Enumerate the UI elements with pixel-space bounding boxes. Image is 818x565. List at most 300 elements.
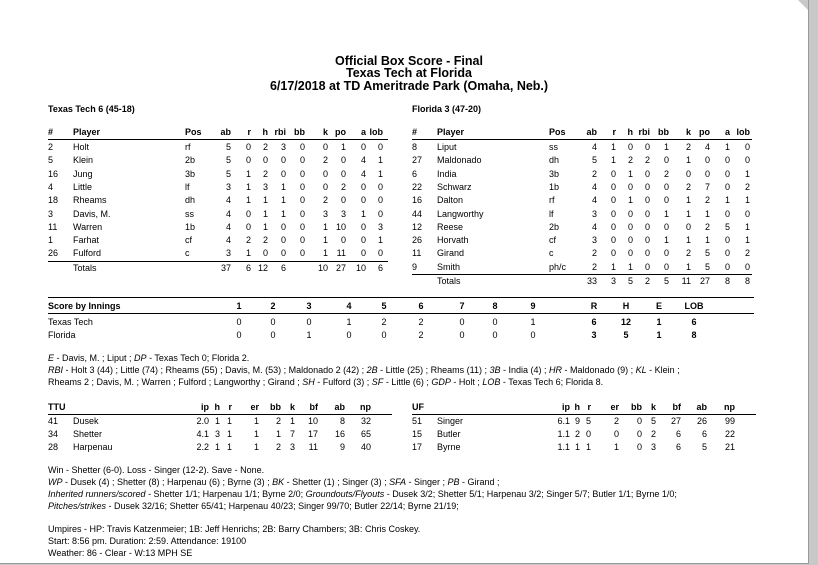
sf-label: SF [371,377,384,387]
stat-cell: 1 [724,195,730,206]
stat-cell: 1 [704,235,710,246]
pitching-col-header: ip [562,402,570,412]
stat-cell: 2 [262,168,268,179]
stat-cell: 0 [377,181,383,192]
innings-top-rule [48,297,754,298]
batting-row [0,247,808,260]
stat-cell: 0 [299,235,305,246]
stat-cell: 1 [262,208,268,219]
stat-cell: 0 [245,221,251,232]
stat-cell: 1 [280,208,286,219]
col-header: a [360,127,366,137]
col-header: po [335,127,346,137]
stat-cell: 2 [262,235,268,246]
stat-cell: 0 [322,168,328,179]
stat-cell: 0 [610,208,616,219]
col-header: Player [73,127,101,137]
gdp-text: - Holt ; [450,377,483,387]
pitching-stat: 2 [275,416,281,426]
stat-cell: 4 [591,195,597,206]
stat-cell: 4 [591,181,597,192]
stat-cell: 0 [663,155,669,166]
stat-cell: 0 [644,208,650,219]
stat-cell: 5 [704,248,710,259]
stat-cell: 1 [377,168,383,179]
batting-row [0,154,808,167]
inning-header: 8 [492,301,498,311]
stat-cell: 0 [280,221,286,232]
total-cell: 10 [317,262,328,273]
hr-text: - Maldonado (9) ; [562,365,636,375]
jersey-number: 44 [412,208,423,219]
stat-cell: 0 [299,142,305,152]
stat-cell: 2 [744,181,750,192]
stat-cell: 4 [225,221,231,232]
stat-cell: 4 [704,142,710,152]
pitching-stat: 6 [675,442,681,452]
batting-row [0,181,808,194]
stat-cell: 1 [744,235,750,246]
stat-cell: 0 [744,261,750,272]
player-name: Liput [437,142,457,152]
stat-cell: 1 [663,142,669,152]
stat-cell: 0 [644,235,650,246]
stat-cell: 3 [225,248,231,259]
stat-cell: 2 [704,195,710,206]
inning-score: 0 [236,330,242,340]
pitcher-name: Byrne [437,442,461,452]
stat-cell: 2 [262,142,268,152]
stat-cell: 2 [340,181,346,192]
stat-cell: 0 [360,221,366,232]
inherited-label: Inherited runners/scored [48,489,146,499]
stat-cell: 1 [280,195,286,206]
start-text: Start: 8:56 pm. Duration: 2:59. Attendance: 19100 [48,536,247,546]
lob-text: - Texas Tech 6; Florida 8. [500,377,604,387]
stat-cell: 0 [322,142,328,152]
col-header: k [322,127,328,137]
stat-cell: 1 [262,221,268,232]
stat-cell: 1 [685,195,691,206]
rbi-label: RBI [48,365,64,375]
stat-cell: 0 [744,142,750,152]
stat-cell: 0 [724,261,730,272]
stat-cell: 1 [610,261,616,272]
stat-cell: 3 [591,235,597,246]
pb-label: PB [447,477,460,487]
stat-cell: 1 [322,221,328,232]
pitching-stat: 1 [613,442,619,452]
jersey-number: 9 [412,261,418,272]
player-name: Davis, M. [73,208,111,219]
player-position: rf [549,195,555,206]
stat-cell: 0 [280,248,286,259]
pitching-stat: 1.1 [557,429,570,439]
stat-cell: 0 [299,155,305,166]
stat-cell: 3 [280,142,286,152]
weather-text: Weather: 86 - Clear - W:13 MPH SE [48,548,193,558]
stat-cell: 0 [627,221,633,232]
dp-label: DP [134,353,147,363]
stat-cell: 0 [704,155,710,166]
innings-team-name: Florida [48,330,76,340]
player-position: 1b [549,181,560,192]
stat-cell: 3 [322,208,328,219]
pitching-col-header: np [360,402,371,412]
total-cell: 2 [644,276,650,286]
stat-cell: 1 [744,195,750,206]
pitching-stat: 0 [613,429,619,439]
pitcher-name: Harpenau [73,442,113,452]
summary-header: LOB [684,301,704,311]
sh-text: - Fulford (3) ; [314,377,372,387]
inning-score: 0 [236,317,242,327]
batting-header-rule [412,139,752,140]
pitching-stat: 26 [696,416,707,426]
jersey-number: 16 [48,168,59,179]
stat-cell: 5 [225,168,231,179]
player-position: dh [185,195,196,206]
wp-text: - Dusek (4) ; Shetter (8) ; Harpenau (6) ; Byrne (3) ; [62,477,273,487]
inning-header: 1 [236,301,242,311]
doubles-label: 2B [366,365,378,375]
sfa-label: SFA [389,477,406,487]
col-header: po [699,127,710,137]
pitching-stat: 5 [585,416,591,426]
player-position: ss [549,142,558,152]
stat-cell: 3 [340,208,346,219]
stat-cell: 1 [245,181,251,192]
stat-cell: 0 [360,181,366,192]
stat-cell: 0 [644,142,650,152]
stat-cell: 2 [685,248,691,259]
stat-cell: 2 [663,168,669,179]
totals-row [0,275,808,288]
stat-cell: 1 [322,248,328,259]
pitcher-name: Shetter [73,429,103,439]
stat-cell: 0 [724,208,730,219]
inning-score: 0 [530,330,536,340]
pitching-team: TTU [48,402,66,412]
inning-score: 2 [418,330,424,340]
stat-cell: 1 [663,235,669,246]
stat-cell: 0 [340,168,346,179]
pitching-col-header: ip [201,402,209,412]
stat-cell: 0 [610,248,616,259]
stat-cell: 0 [627,181,633,192]
batting-row [0,141,808,154]
bk-label: BK [272,477,285,487]
stat-cell: 4 [225,235,231,246]
kl-text: - Klein ; [646,365,680,375]
summary-value: 5 [623,330,629,340]
stat-cell: 0 [299,221,305,232]
summary-value: 8 [691,330,697,340]
player-position: 3b [549,168,560,179]
stat-cell: 0 [299,195,305,206]
col-header: Pos [185,127,202,137]
pitching-stat: 0 [585,429,591,439]
pitching-stat: 1 [574,442,580,452]
triples-text: - India (4) ; [500,365,550,375]
stat-cell: 0 [663,181,669,192]
col-header: h [627,127,633,137]
summary-value: 12 [620,317,631,327]
stat-cell: 0 [704,168,710,179]
stat-cell: 3 [225,181,231,192]
inning-header: 5 [381,301,387,311]
batting-row [0,208,808,221]
innings-team-name: Texas Tech [48,317,93,327]
stat-cell: 0 [299,181,305,192]
player-name: Little [73,181,93,192]
pitching-stat: 10 [307,416,318,426]
col-header: r [612,127,616,137]
batting-header-rule [48,139,388,140]
player-position: c [185,248,190,259]
matchup-title: Texas Tech at Florida [346,66,472,80]
col-header: Pos [549,127,566,137]
stat-cell: 0 [610,235,616,246]
total-cell: 8 [724,276,730,286]
pitching-col-header: ab [334,402,345,412]
stat-cell: 1 [627,195,633,206]
jersey-number: 8 [412,142,418,152]
stat-cell: 0 [377,142,383,152]
stat-cell: 4 [360,155,366,166]
stat-cell: 1 [262,195,268,206]
pitching-stat: 2.0 [196,416,209,426]
pitching-stat: 65 [360,429,371,439]
stat-cell: 0 [299,168,305,179]
pitching-stat: 9 [574,416,580,426]
inning-score: 2 [381,317,387,327]
player-position: dh [549,155,560,166]
total-cell: 37 [220,262,231,273]
stat-cell: 0 [299,208,305,219]
player-position: cf [185,235,193,246]
pitching-stat: 16 [334,429,345,439]
player-position: cf [549,235,557,246]
stat-cell: 2 [591,248,597,259]
stat-cell: 5 [704,261,710,272]
player-position: c [549,248,554,259]
jersey-number: 26 [412,235,423,246]
stat-cell: 1 [610,142,616,152]
stat-cell: 1 [377,155,383,166]
col-header: bb [294,127,305,137]
stat-cell: 0 [360,142,366,152]
stat-cell: 1 [360,208,366,219]
totals-label: Totals [73,262,97,273]
player-name: Rheams [73,195,107,206]
pitching-stat: 8 [339,416,345,426]
stat-cell: 2 [744,248,750,259]
stat-cell: 1 [322,235,328,246]
jersey-number: 27 [412,155,423,166]
pitching-col-header: r [587,402,591,412]
stat-cell: 7 [704,181,710,192]
total-cell: 6 [280,262,286,273]
stat-cell: 2 [245,235,251,246]
lob-label: LOB [482,377,501,387]
stat-cell: 0 [280,168,286,179]
stat-cell: 0 [644,195,650,206]
batting-row [0,168,808,181]
pitching-stat: 1 [253,416,259,426]
doubles-text: - Little (25) ; Rheams (11) ; [377,365,490,375]
innings-title: Score by Innings [48,301,121,311]
stat-cell: 0 [245,155,251,166]
pitching-stat: 2 [275,442,281,452]
kl-continued-text: Rheams 2 ; Davis, M. ; Warren ; Fulford ; Langworthy ; Girand ; [48,377,303,387]
player-name: Warren [73,221,103,232]
col-header: r [247,127,251,137]
total-cell: 6 [245,262,251,273]
hr-label: HR [549,365,563,375]
pitcher-name: Butler [437,429,461,439]
inherited-text: - Shetter 1/1; Harpenau 1/1; Byrne 2/0; [145,489,306,499]
errors-label: E [48,353,55,363]
inning-score: 1 [306,330,312,340]
pitching-col-header: k [289,402,295,412]
stat-cell: 1 [245,248,251,259]
player-name: Holt [73,142,90,152]
jersey-number: 2 [48,142,54,152]
pitching-stat: 0 [636,416,642,426]
decision-text: Win - Shetter (6-0). Loss - Singer (12-2). Save - None. [48,465,265,475]
summary-header: H [622,301,630,311]
player-position: lf [185,181,190,192]
col-header: h [262,127,268,137]
player-position: rf [185,142,191,152]
col-header: Player [437,127,465,137]
pitching-stat: 1 [214,416,220,426]
inning-score: 0 [492,317,498,327]
summary-value: 1 [656,317,662,327]
innings-team-row [0,329,808,342]
col-header: rbi [638,127,650,137]
stat-cell: 0 [627,248,633,259]
summary-value: 6 [591,317,597,327]
player-position: ss [185,208,194,219]
stat-cell: 2 [322,195,328,206]
jersey-number: 12 [412,221,423,232]
stat-cell: 5 [591,155,597,166]
player-position: 2b [549,221,560,232]
stat-cell: 2 [591,168,597,179]
pitching-stat: 4.1 [196,429,209,439]
col-header: lob [736,127,750,137]
stat-cell: 0 [644,248,650,259]
page-corner [798,0,808,10]
dp-text: - Texas Tech 0; Florida 2. [146,353,250,363]
pitching-stat: 99 [724,416,735,426]
pitches-strikes-label: Pitches/strikes [48,501,107,511]
stat-cell: 0 [685,168,691,179]
pitcher-number: 17 [412,442,423,452]
jersey-number: 18 [48,195,59,206]
stat-cell: 0 [299,248,305,259]
pitching-team: UF [412,402,424,412]
pitching-stat: 27 [670,416,681,426]
stat-cell: 0 [377,195,383,206]
stat-cell: 0 [322,181,328,192]
pitching-stat: 21 [724,442,735,452]
stat-cell: 0 [627,208,633,219]
pitching-stat: 2 [613,416,619,426]
pitching-stat: 1 [289,416,295,426]
kl-label: KL [635,365,647,375]
stat-cell: 0 [340,155,346,166]
pitching-stat: 6.1 [557,416,570,426]
innings-header-rule [48,313,754,314]
pb-text: - Girand ; [459,477,500,487]
pitching-stat: 17 [307,429,318,439]
jersey-number: 5 [48,155,54,166]
pitching-col-header: h [214,402,220,412]
sf-text: - Little (6) ; [383,377,432,387]
stat-cell: 0 [724,155,730,166]
stat-cell: 0 [610,221,616,232]
pitching-row [0,441,808,454]
pitching-col-header: r [228,402,232,412]
player-name: Klein [73,155,94,166]
jersey-number: 6 [412,168,418,179]
pitching-stat: 1 [226,442,232,452]
summary-header: R [590,301,598,311]
stat-cell: 0 [262,248,268,259]
pitcher-number: 51 [412,416,423,426]
jersey-number: 1 [48,235,54,246]
col-header: # [412,127,418,137]
game-info [48,523,788,559]
inning-score: 0 [306,317,312,327]
pitching-col-header: ab [696,402,707,412]
stat-cell: 0 [280,235,286,246]
player-name: Horvath [437,235,469,246]
errors-text: - Davis, M. ; Liput ; [54,353,135,363]
stat-cell: 5 [724,221,730,232]
col-header: a [724,127,730,137]
player-position: 1b [185,221,196,232]
batting-row [0,221,808,234]
jersey-number: 16 [412,195,423,206]
pitcher-number: 28 [48,442,59,452]
pitching-col-header: bf [672,402,681,412]
stat-cell: 5 [225,155,231,166]
pitcher-number: 34 [48,429,59,439]
inning-score: 1 [346,317,352,327]
pitching-row [0,415,808,428]
stat-cell: 0 [663,261,669,272]
pitching-stat: 1 [275,429,281,439]
total-cell: 8 [744,276,750,286]
pitching-col-header: bf [309,402,318,412]
inning-score: 0 [492,330,498,340]
pitching-col-header: er [610,402,619,412]
col-header: ab [220,127,231,137]
total-cell: 27 [699,276,710,286]
stat-cell: 0 [610,181,616,192]
inning-score: 1 [530,317,536,327]
stat-cell: 0 [663,221,669,232]
total-cell: 3 [610,276,616,286]
pitcher-name: Singer [437,416,464,426]
stat-cell: 0 [724,168,730,179]
inning-score: 0 [459,317,465,327]
stat-cell: 0 [360,195,366,206]
